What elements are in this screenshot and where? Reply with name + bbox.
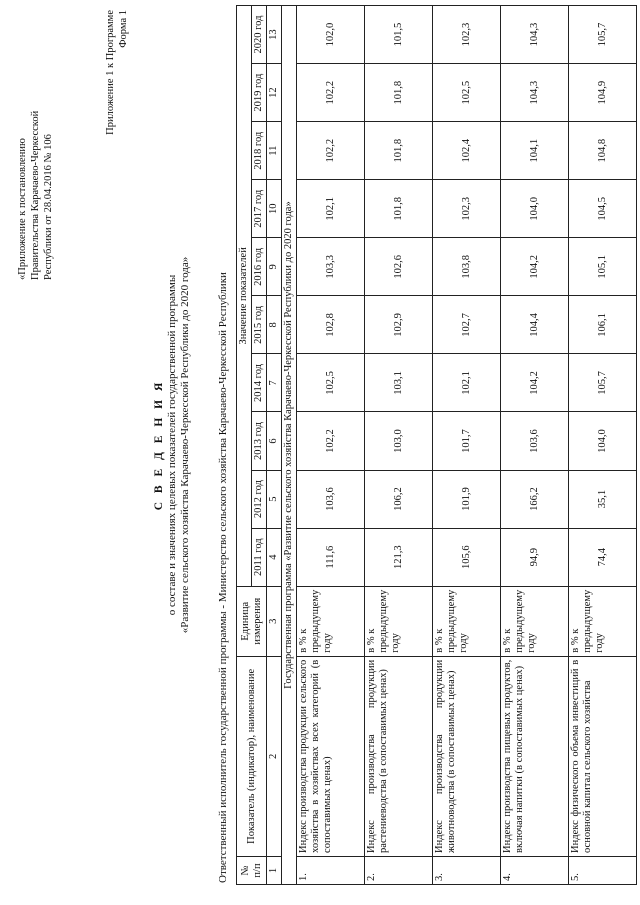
col-number: 4 [267,528,282,586]
table-row [569,6,637,885]
value-cell: 102,1 [297,180,365,238]
col-number: 2 [267,656,282,856]
value-cell: 104,2 [501,238,569,296]
annex-decree-line1: «Приложение к постановлению [17,138,28,280]
value-cell: 102,0 [297,6,365,64]
table-row [365,6,433,885]
value-cell: 102,8 [297,296,365,354]
value-cell: 101,5 [365,6,433,64]
table-row [501,6,569,885]
title-main: С В Е Д Е Н И Я [153,379,165,511]
header-year: 2020 год [252,6,267,64]
value-cell: 104,1 [501,122,569,180]
col-number: 5 [267,470,282,528]
value-cell: 101,8 [365,64,433,122]
header-year: 2018 год [252,122,267,180]
col-number: 3 [267,586,282,656]
header-indicator: Показатель (индикатор), наименование [237,656,267,856]
value-cell: 102,3 [433,180,501,238]
value-cell: 105,7 [569,354,637,412]
value-cell: 101,9 [433,470,501,528]
row-number: 2. [365,856,433,884]
value-cell: 104,0 [501,180,569,238]
value-cell: 102,2 [297,64,365,122]
value-cell: 74,4 [569,528,637,586]
value-cell: 101,8 [365,180,433,238]
value-cell: 104,3 [501,64,569,122]
col-number: 10 [267,180,282,238]
value-cell: 104,9 [569,64,637,122]
header-year: 2012 год [252,470,267,528]
row-number: 5. [569,856,637,884]
indicator-name: Индекс физического объема инвестиций в основной капитал сельского хозяйства [569,656,637,856]
col-number: 1 [267,856,282,884]
unit: в % к предыдущему году [297,586,365,656]
value-cell: 104,3 [501,6,569,64]
value-cell: 103,0 [365,412,433,470]
value-cell: 104,5 [569,180,637,238]
row-number: 1. [297,856,365,884]
indicator-name: Индекс производства пищевых продуктов, включая напитки (в сопоставимых ценах) [501,656,569,856]
value-cell: 35,1 [569,470,637,528]
table-row [433,6,501,885]
value-cell: 102,7 [433,296,501,354]
row-number: 4. [501,856,569,884]
value-cell: 103,1 [365,354,433,412]
title-line2: о составе и значениях целевых показателей государственной программы [166,274,178,616]
value-cell: 94,9 [501,528,569,586]
value-cell: 105,1 [569,238,637,296]
value-cell: 104,2 [501,354,569,412]
header-year: 2013 год [252,412,267,470]
value-cell: 106,2 [365,470,433,528]
col-number: 12 [267,64,282,122]
col-number: 6 [267,412,282,470]
header-year: 2014 год [252,354,267,412]
header-unit: Единица измерения [237,586,267,656]
program-title-row [282,6,297,885]
unit: в % к предыдущему году [501,586,569,656]
value-cell: 101,7 [433,412,501,470]
unit: в % к предыдущему году [569,586,637,656]
col-number: 13 [267,6,282,64]
col-number: 9 [267,238,282,296]
document-title [153,165,192,725]
value-cell: 104,4 [501,296,569,354]
value-cell: 121,3 [365,528,433,586]
value-cell: 102,2 [297,412,365,470]
form-label: Форма 1 [118,10,129,48]
responsible-executor: Ответственный исполнитель государственной программы - Министерство сельского хозяйства Карачаево-Черкесской Республики [217,272,229,883]
value-cell: 102,4 [433,122,501,180]
value-cell: 103,6 [501,412,569,470]
value-cell: 105,6 [433,528,501,586]
indicators-table [236,5,637,885]
value-cell: 106,1 [569,296,637,354]
value-cell: 105,7 [569,6,637,64]
value-cell: 102,2 [297,122,365,180]
col-number: 8 [267,296,282,354]
program-annex-block [104,10,130,150]
value-cell: 104,0 [569,412,637,470]
program-title: Государственная программа «Развитие сельского хозяйства Карачаево-Черкесской Республики до 2020 года» [282,6,297,885]
header-year: 2011 год [252,528,267,586]
value-cell: 102,1 [433,354,501,412]
row-number: 3. [433,856,501,884]
value-cell: 104,8 [569,122,637,180]
value-cell: 111,6 [297,528,365,586]
header-year: 2017 год [252,180,267,238]
value-cell: 166,2 [501,470,569,528]
indicator-name: Индекс производства продукции растениеводства (в сопоставимых ценах) [365,656,433,856]
header-year: 2015 год [252,296,267,354]
unit: в % к предыдущему году [433,586,501,656]
header-values-group: Значение показателей [237,6,252,587]
header-year: 2016 год [252,238,267,296]
col-number: 11 [267,122,282,180]
program-annex: Приложение 1 к Программе [105,10,116,135]
indicator-name: Индекс производства продукции сельского хозяйства в хозяйствах всех категорий (в сопоставимых ценах) [297,656,365,856]
indicator-name: Индекс производства продукции животноводства (в сопоставимых ценах) [433,656,501,856]
value-cell: 102,9 [365,296,433,354]
value-cell: 103,8 [433,238,501,296]
table-row [297,6,365,885]
title-line3: «Развитие сельского хозяйства Карачаево-Черкесской Республики до 2020 года» [179,256,191,634]
value-cell: 102,3 [433,6,501,64]
decree-annex-block [16,10,55,280]
value-cell: 103,6 [297,470,365,528]
header-year: 2019 год [252,64,267,122]
header-num: № п/п [237,856,267,884]
annex-decree-line2: Правительства Карачаево-Черкесской [30,110,41,280]
column-number-row [267,6,282,885]
col-number: 7 [267,354,282,412]
value-cell: 102,5 [433,64,501,122]
annex-decree-line3: Республики от 28.04.2016 № 106 [43,134,54,280]
value-cell: 103,3 [297,238,365,296]
value-cell: 101,8 [365,122,433,180]
value-cell: 102,6 [365,238,433,296]
value-cell: 102,5 [297,354,365,412]
table-body [282,6,637,885]
unit: в % к предыдущему году [365,586,433,656]
